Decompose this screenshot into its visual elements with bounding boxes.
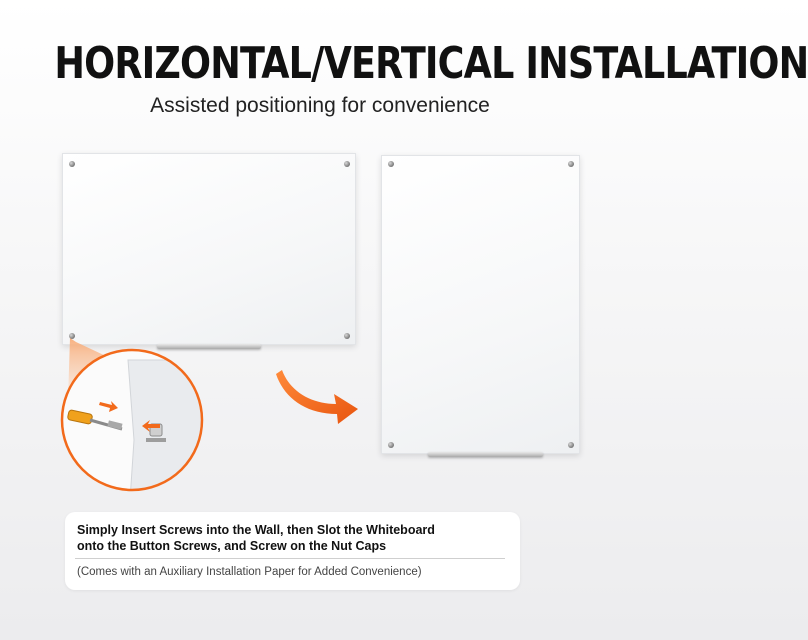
caption-line-1: Simply Insert Screws into the Wall, then Slot the Whiteboard (77, 523, 435, 537)
caption-main (77, 522, 507, 554)
caption-note: (Comes with an Auxiliary Installation Paper for Added Convenience) (77, 566, 422, 578)
subheadline: Assisted positioning for convenience (150, 94, 490, 117)
headline: HORIZONTAL/VERTICAL INSTALLATION (54, 38, 808, 89)
divider (75, 558, 505, 559)
curved-arrow-icon (276, 370, 358, 424)
caption-box (65, 512, 520, 590)
caption-line-2: onto the Button Screws, and Screw on the Nut Caps (77, 539, 387, 553)
